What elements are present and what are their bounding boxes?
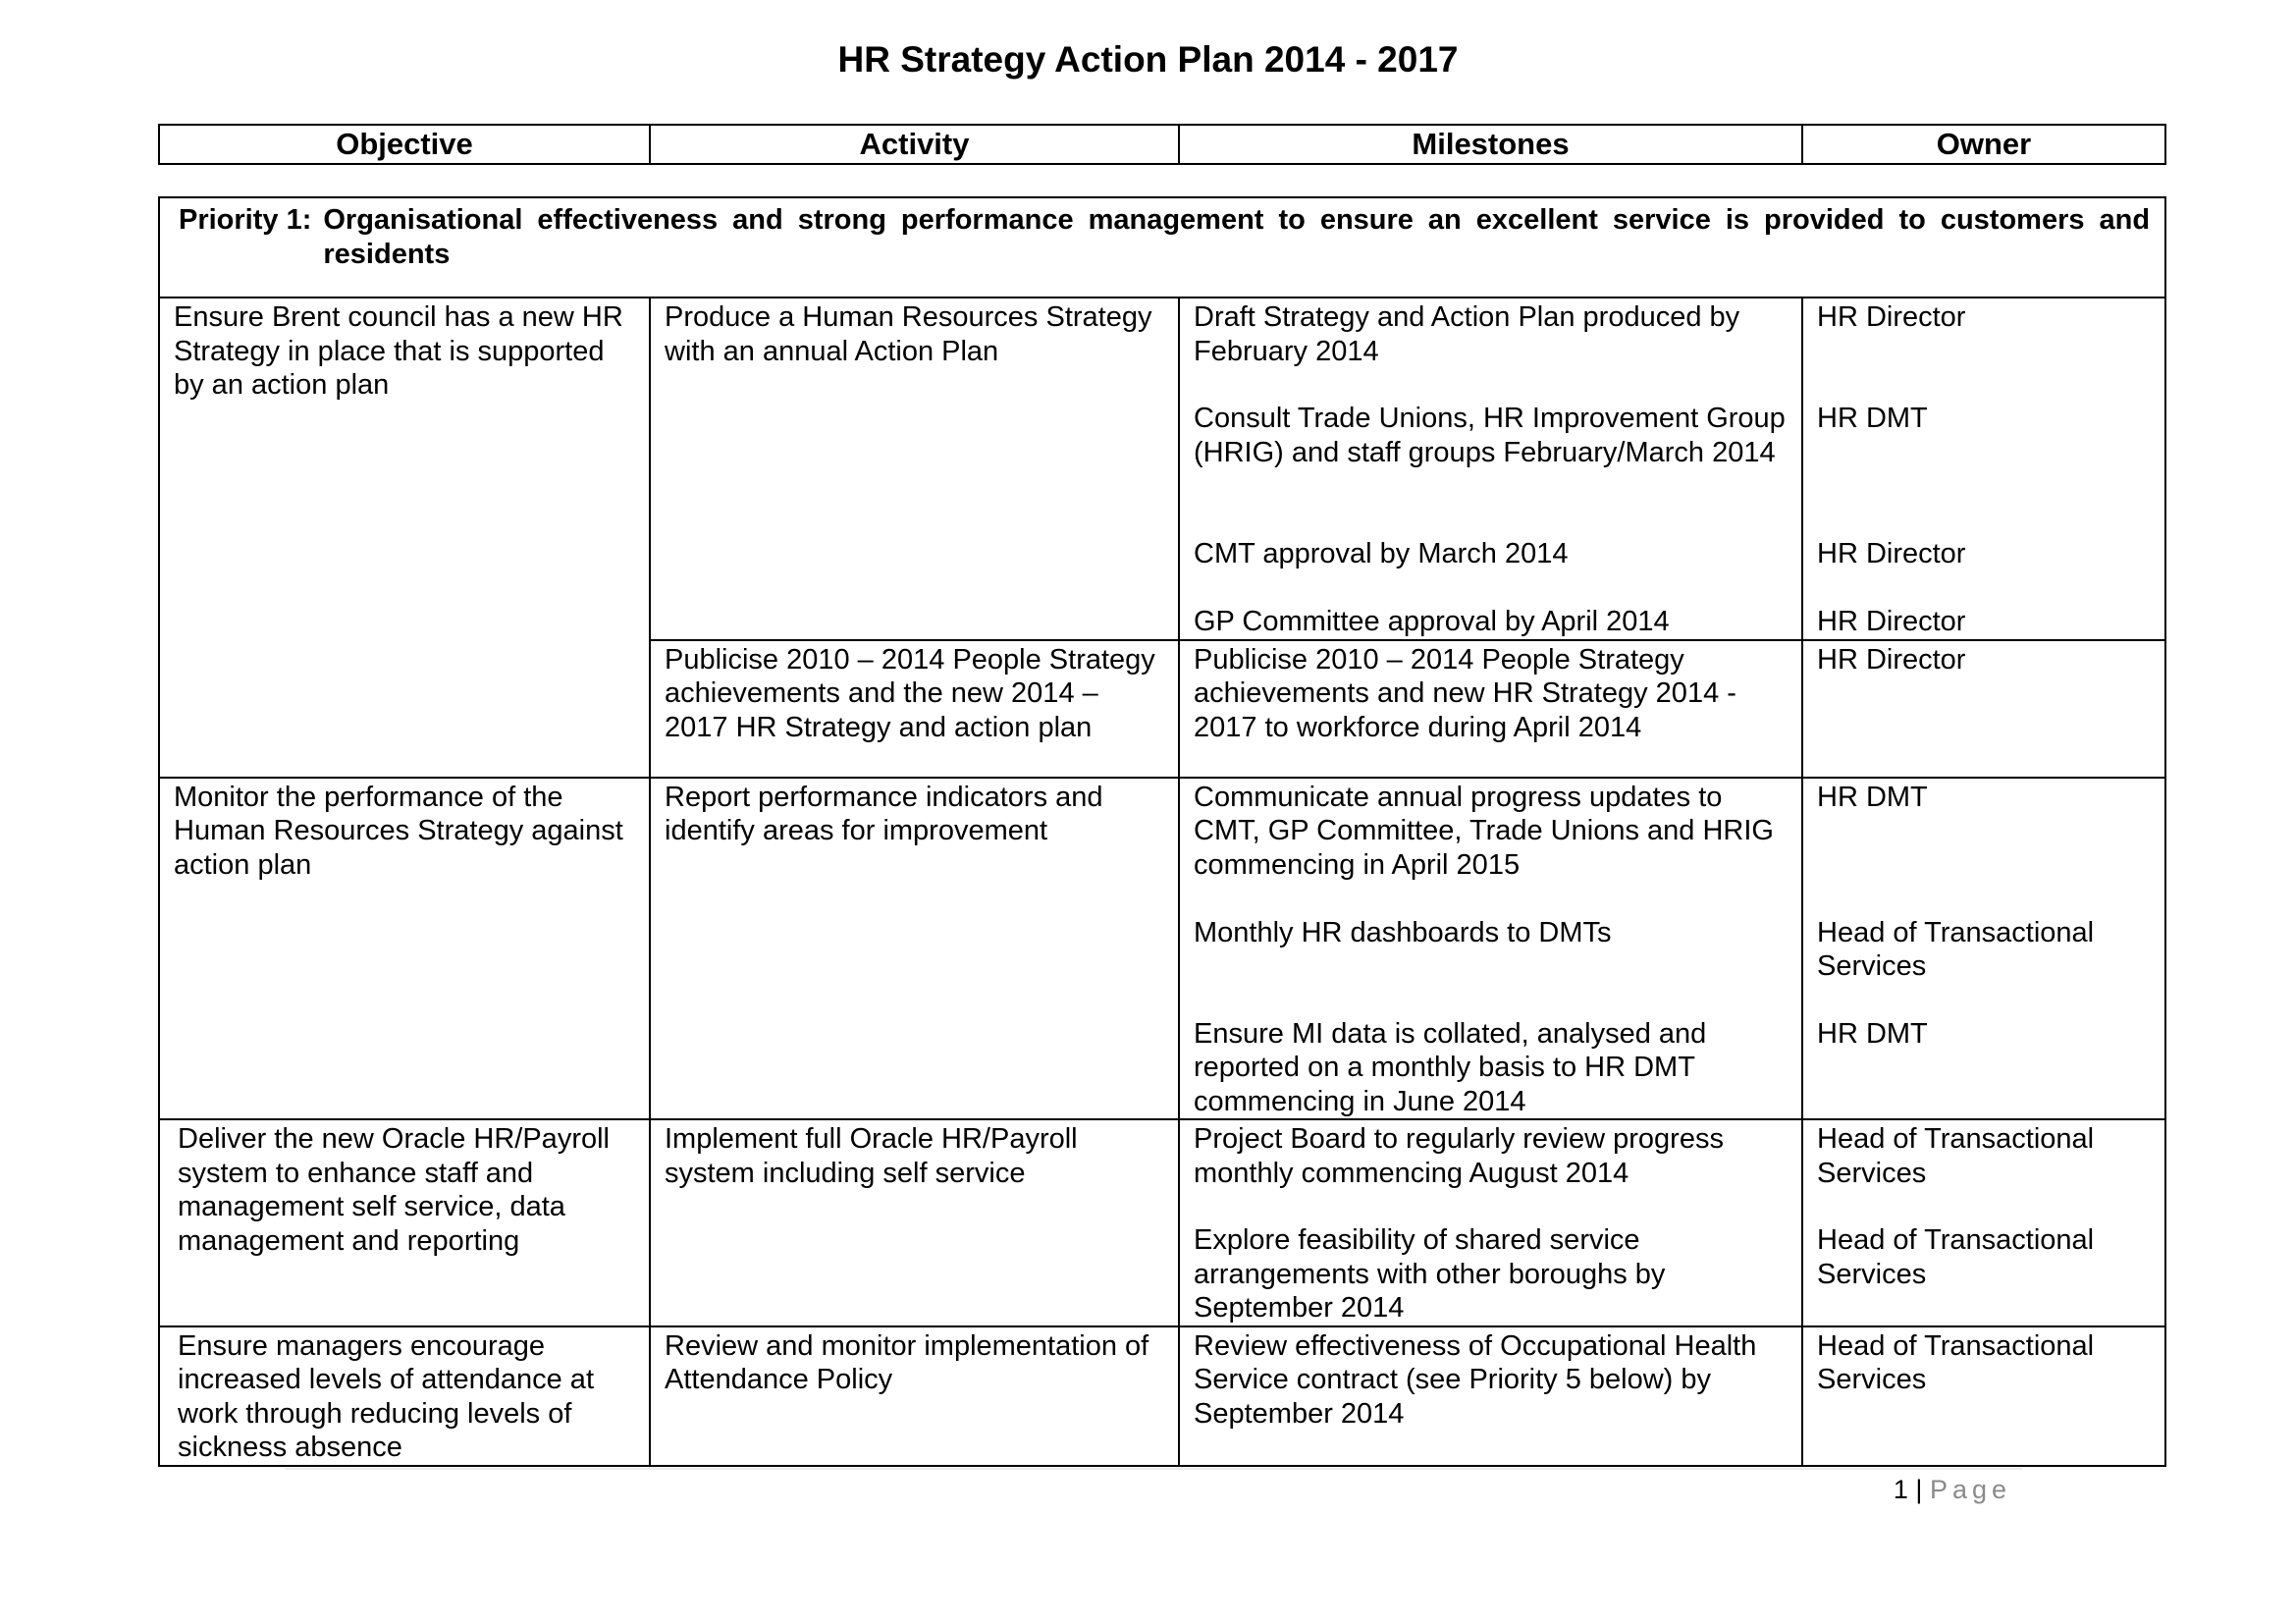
activity-cell: Produce a Human Resources Strategy with an annual Action Plan — [650, 298, 1179, 640]
owner-item: HR DMT — [1817, 403, 1928, 434]
milestone-item: Project Board to regularly review progress monthly commencing August 2014 — [1194, 1123, 1724, 1189]
objective-cell: Ensure managers encourage increased levels of attendance at work through reducing levels of sickness absence — [159, 1326, 650, 1466]
milestone-item: Review effectiveness of Occupational Health Service contract (see Priority 5 below) by September 2014 — [1194, 1329, 1757, 1430]
objective-cell: Ensure Brent council has a new HR Strategy in place that is supported by an action plan — [159, 298, 650, 778]
activity-cell: Report performance indicators and identify areas for improvement — [650, 778, 1179, 1120]
owner-item: HR DMT — [1817, 1017, 1928, 1050]
footer-divider — [285, 1468, 2022, 1470]
owner-item: HR DMT — [1817, 781, 1928, 813]
column-header-table — [158, 124, 2166, 165]
objective-cell: Monitor the performance of the Human Resources Strategy against action plan — [159, 778, 650, 1120]
objective-cell: Deliver the new Oracle HR/Payroll system to enhance staff and management self service, data management and reporting — [159, 1119, 650, 1326]
milestone-item: Monthly HR dashboards to DMTs — [1194, 916, 1612, 948]
priority-row — [159, 197, 2165, 298]
table-row — [159, 1326, 2165, 1466]
page-separator: | — [1915, 1475, 1923, 1504]
owner-cell — [1802, 1119, 2165, 1326]
owner-item: HR Director — [1817, 538, 1966, 569]
page-title: HR Strategy Action Plan 2014 - 2017 — [837, 39, 1459, 80]
column-header-activity: Activity — [650, 125, 1179, 164]
owner-cell — [1802, 1326, 2165, 1466]
milestone-item: CMT approval by March 2014 — [1194, 538, 1569, 569]
owner-item: Head of Transactional Services — [1817, 1329, 2095, 1395]
milestones-cell — [1179, 778, 1802, 1120]
milestone-item: Communicate annual progress updates to CMT, GP Committee, Trade Unions and HRIG commencing in April 2015 — [1194, 781, 1774, 881]
priority-label: Priority 1: — [179, 204, 312, 236]
activity-cell: Publicise 2010 – 2014 People Strategy achievements and the new 2014 – 2017 HR Strategy and action plan — [650, 640, 1179, 778]
page-footer — [1894, 1473, 2011, 1506]
table-row — [159, 778, 2165, 1120]
milestones-cell — [1179, 640, 1802, 778]
milestones-cell — [1179, 1119, 1802, 1326]
activity-cell: Review and monitor implementation of Attendance Policy — [650, 1326, 1179, 1466]
milestone-item: Publicise 2010 – 2014 People Strategy achievements and new HR Strategy 2014 - 2017 to workforce during April 2014 — [1194, 643, 1736, 743]
owner-item: HR Director — [1817, 606, 1966, 637]
activity-cell: Implement full Oracle HR/Payroll system including self service — [650, 1119, 1179, 1326]
milestone-item: Draft Strategy and Action Plan produced by February 2014 — [1194, 301, 1740, 367]
owner-item: HR Director — [1817, 301, 1966, 333]
milestone-item: Explore feasibility of shared service arrangements with other boroughs by September 2014 — [1194, 1224, 1666, 1324]
owner-item: Head of Transactional Services — [1817, 916, 2095, 982]
milestone-item: Ensure MI data is collated, analysed and reported on a monthly basis to HR DMT commencing in June 2014 — [1194, 1017, 1707, 1117]
column-header-milestones: Milestones — [1179, 125, 1802, 164]
column-header-objective: Objective — [159, 125, 650, 164]
owner-cell — [1802, 298, 2165, 640]
table-row — [159, 298, 2165, 640]
column-header-owner: Owner — [1802, 125, 2165, 164]
owner-cell — [1802, 640, 2165, 778]
milestones-cell — [1179, 298, 1802, 640]
action-plan-table — [158, 196, 2166, 1467]
owner-item: Head of Transactional Services — [1817, 1224, 2095, 1290]
priority-text: Organisational effectiveness and strong performance management to ensure an excellent service is provided to customers and residents — [323, 204, 2151, 270]
milestone-item: Consult Trade Unions, HR Improvement Group (HRIG) and staff groups February/March 2014 — [1194, 403, 1786, 468]
page-label: Page — [1929, 1475, 2011, 1504]
owner-item: HR Director — [1817, 643, 1966, 676]
milestone-item: GP Committee approval by April 2014 — [1194, 606, 1670, 637]
owner-cell — [1802, 778, 2165, 1120]
milestones-cell — [1179, 1326, 1802, 1466]
owner-item: Head of Transactional Services — [1817, 1123, 2095, 1189]
page-number: 1 — [1893, 1475, 1908, 1504]
table-row — [159, 1119, 2165, 1326]
